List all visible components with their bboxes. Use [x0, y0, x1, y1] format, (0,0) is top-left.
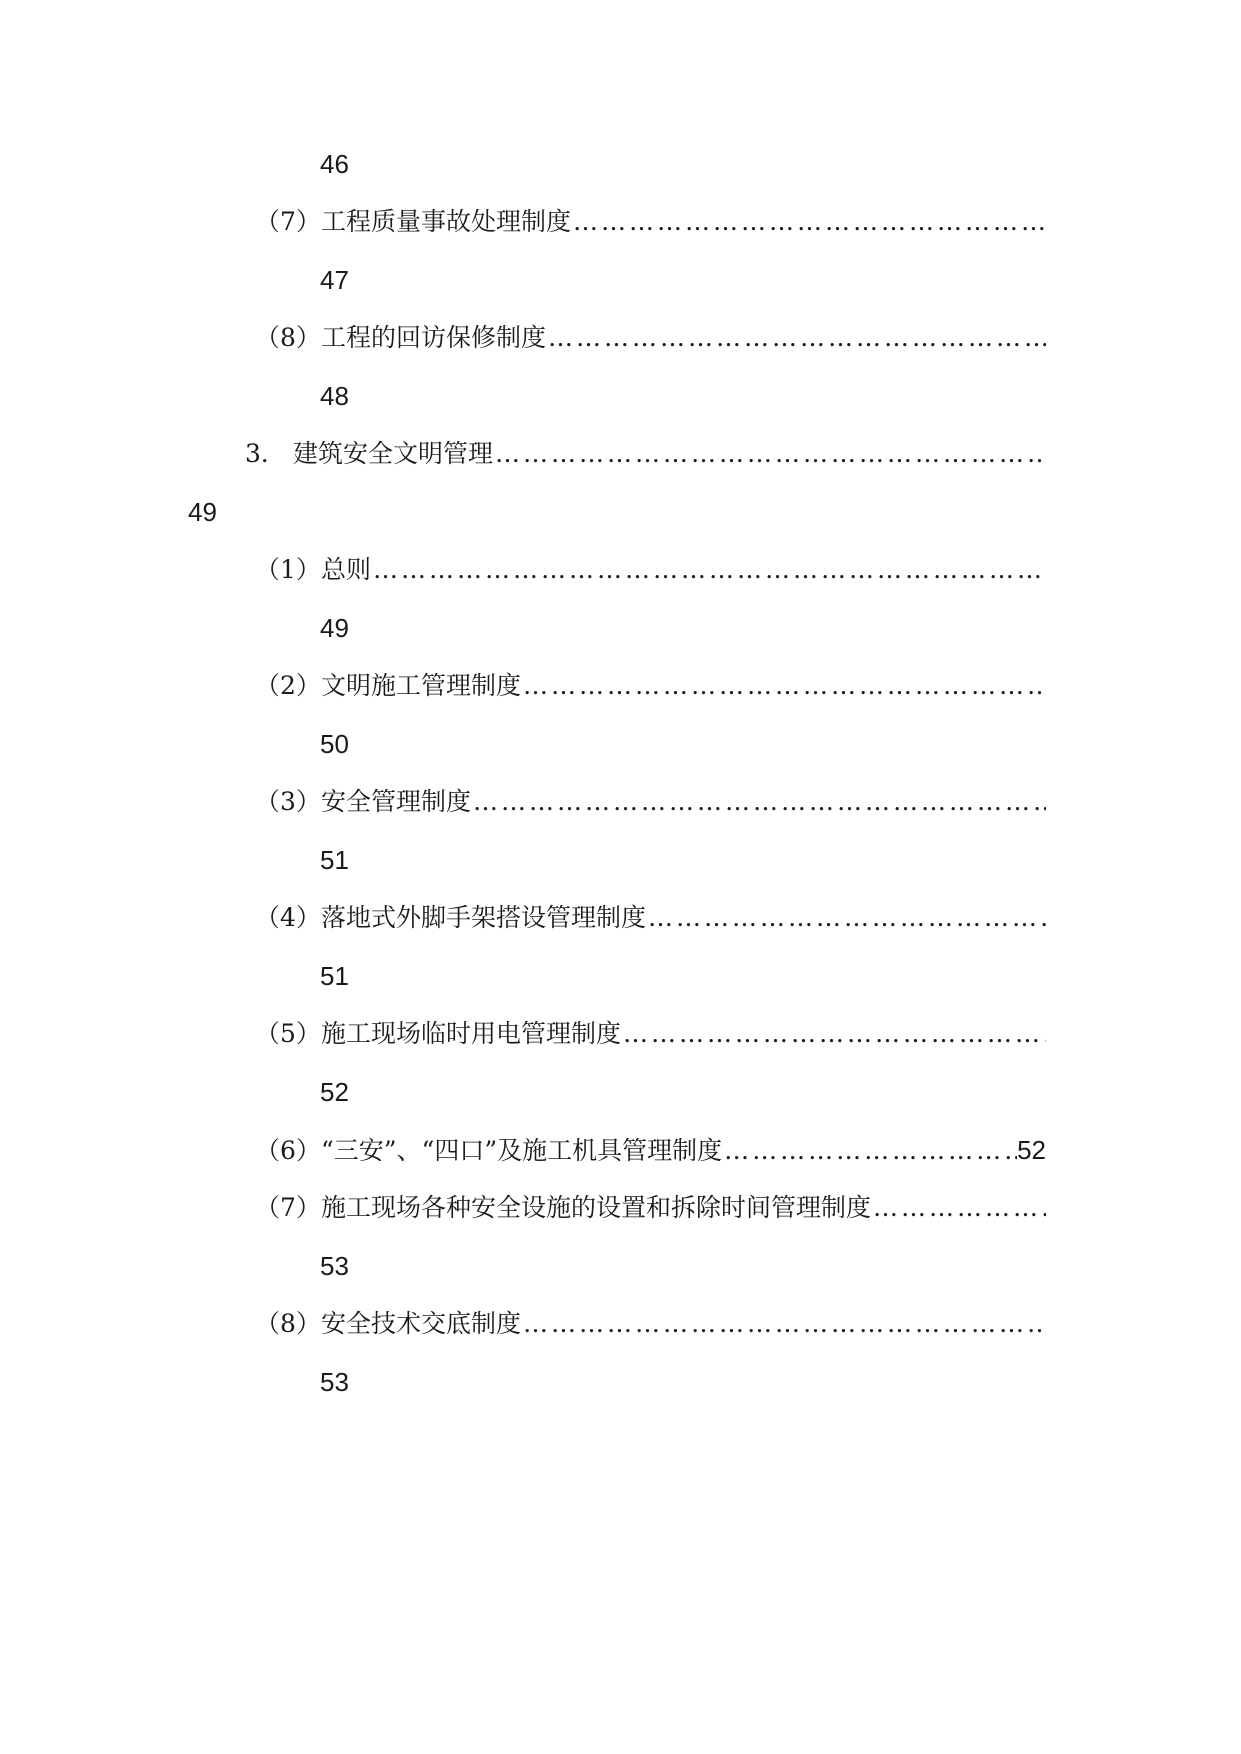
page-number: 50: [320, 729, 349, 759]
entry-title: 工程的回访保修制度: [321, 323, 547, 352]
entry-number: （7）: [255, 207, 321, 236]
dot-leader: [623, 1014, 1046, 1054]
page-number: 49: [320, 613, 349, 643]
entry-title: 施工现场临时用电管理制度: [321, 1019, 622, 1048]
entry-number: （3）: [255, 787, 321, 816]
dot-leader: [873, 1188, 1046, 1228]
entry-title: 落地式外脚手架搭设管理制度: [321, 903, 647, 932]
toc-entry[interactable]: [255, 666, 1046, 706]
toc-entry[interactable]: [255, 1130, 1046, 1170]
page-number: 52: [320, 1077, 349, 1107]
page-number: 46: [320, 149, 349, 179]
page-number: 52: [1017, 1135, 1046, 1165]
page-number: 48: [320, 381, 349, 411]
toc-entry[interactable]: [255, 1014, 1046, 1054]
entry-number: （4）: [255, 903, 321, 932]
entry-title: 总则: [321, 555, 372, 584]
page-number: 53: [320, 1251, 349, 1281]
entry-number: （1）: [255, 555, 321, 584]
dot-leader: [495, 434, 1046, 474]
entry-number: （2）: [255, 671, 321, 700]
entry-number: （8）: [255, 1309, 321, 1338]
page-number: 49: [188, 497, 217, 527]
entry-title: 工程质量事故处理制度: [321, 207, 572, 236]
entry-number: （6）: [255, 1136, 321, 1165]
entry-title: 安全技术交底制度: [321, 1309, 522, 1338]
entry-title: 安全管理制度: [321, 787, 472, 816]
dot-leader: [548, 318, 1046, 358]
toc-entry[interactable]: [255, 202, 1046, 242]
section-number: 3．: [245, 439, 286, 468]
toc-entry[interactable]: [255, 1304, 1046, 1344]
dot-leader: [523, 1304, 1046, 1344]
dot-leader: [373, 550, 1046, 590]
entry-title: “三安”、“四口”及施工机具管理制度: [321, 1136, 723, 1165]
entry-number: （5）: [255, 1019, 321, 1048]
entry-number: （7）: [255, 1193, 321, 1222]
toc-entry[interactable]: [255, 550, 1046, 590]
page-number: 51: [320, 845, 349, 875]
page-number: 51: [320, 961, 349, 991]
dot-leader: [573, 202, 1046, 242]
entry-title: 施工现场各种安全设施的设置和拆除时间管理制度: [321, 1193, 872, 1222]
page-number: 47: [320, 265, 349, 295]
toc-entry[interactable]: [255, 898, 1046, 938]
dot-leader: [724, 1131, 1017, 1171]
entry-title: 文明施工管理制度: [321, 671, 522, 700]
toc-entry[interactable]: [255, 782, 1046, 822]
dot-leader: [473, 782, 1046, 822]
section-title: 建筑安全文明管理: [293, 439, 494, 468]
toc-entry[interactable]: [255, 1188, 1046, 1228]
page-number: 53: [320, 1367, 349, 1397]
toc-entry[interactable]: [255, 318, 1046, 358]
toc-section[interactable]: [245, 434, 1046, 474]
dot-leader: [523, 666, 1046, 706]
dot-leader: [648, 898, 1046, 938]
entry-number: （8）: [255, 323, 321, 352]
